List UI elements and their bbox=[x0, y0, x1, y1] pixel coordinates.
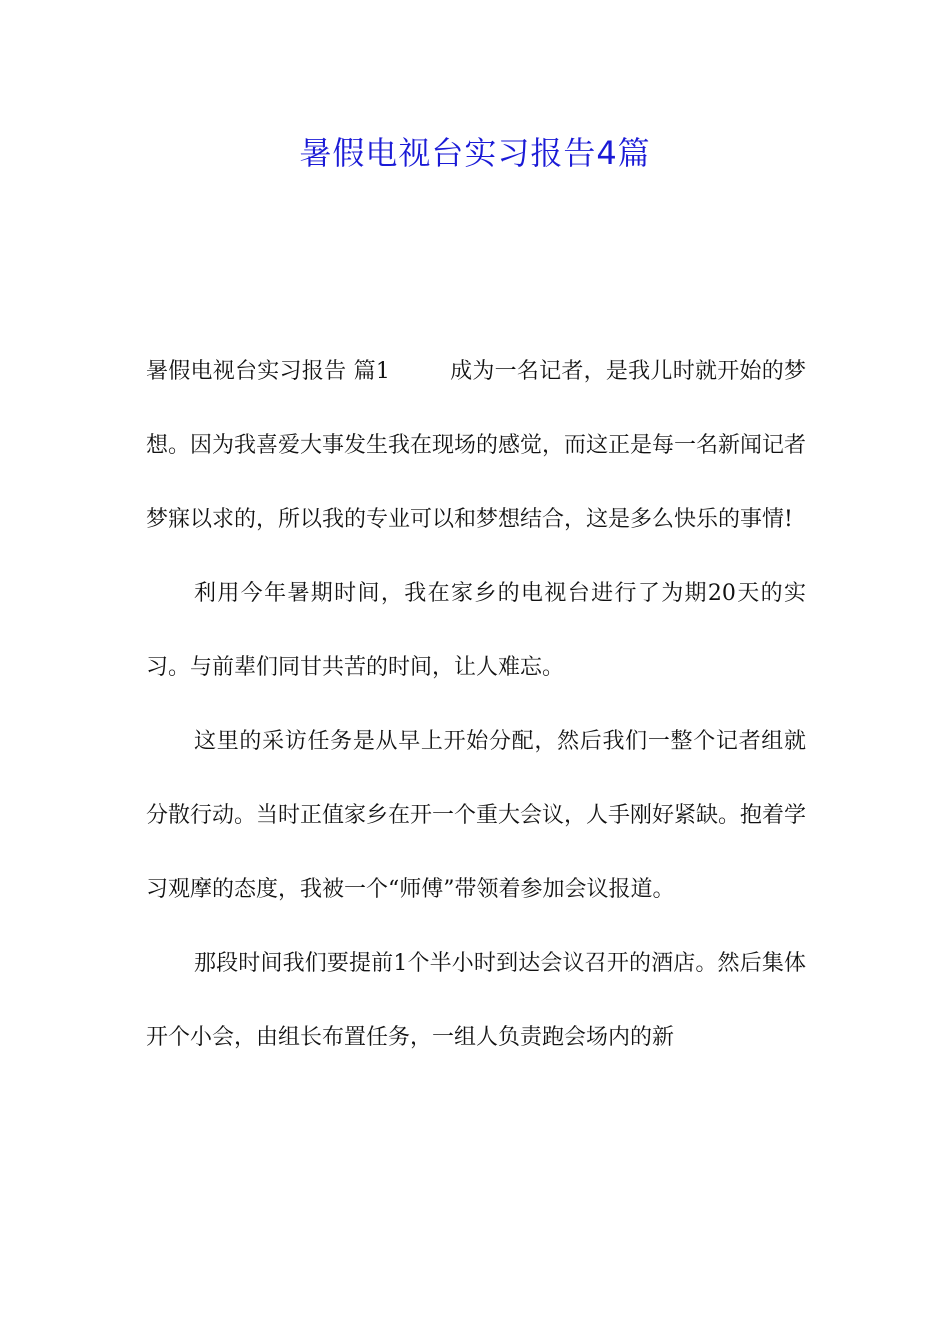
intro-paragraph bbox=[146, 335, 806, 557]
section-heading: 暑假电视台实习报告 篇1 bbox=[146, 359, 390, 384]
document-title: 暑假电视台实习报告4篇 bbox=[299, 134, 651, 172]
paragraph-1: 利用今年暑期时间，我在家乡的电视台进行了为期20天的实习。与前辈们同甘共苦的时间，让人难忘。 bbox=[146, 581, 806, 680]
paragraph-2: 这里的采访任务是从早上开始分配，然后我们一整个记者组就分散行动。当时正值家乡在开一个重大会议，人手刚好紧缺。抱着学习观摩的态度，我被一个“师傅”带领着参加会议报道。 bbox=[146, 729, 807, 902]
intro-text: 成为一名记者，是我儿时就开始的梦想。因为我喜爱大事发生我在现场的感觉，而这正是每一名新闻记者梦寐以求的，所以我的专业可以和梦想结合，这是多么快乐的事情! bbox=[146, 359, 807, 532]
paragraph-3: 那段时间我们要提前1个半小时到达会议召开的酒店。然后集体开个小会，由组长布置任务，一组人负责跑会场内的新 bbox=[146, 951, 806, 1050]
document-body bbox=[146, 335, 806, 1075]
